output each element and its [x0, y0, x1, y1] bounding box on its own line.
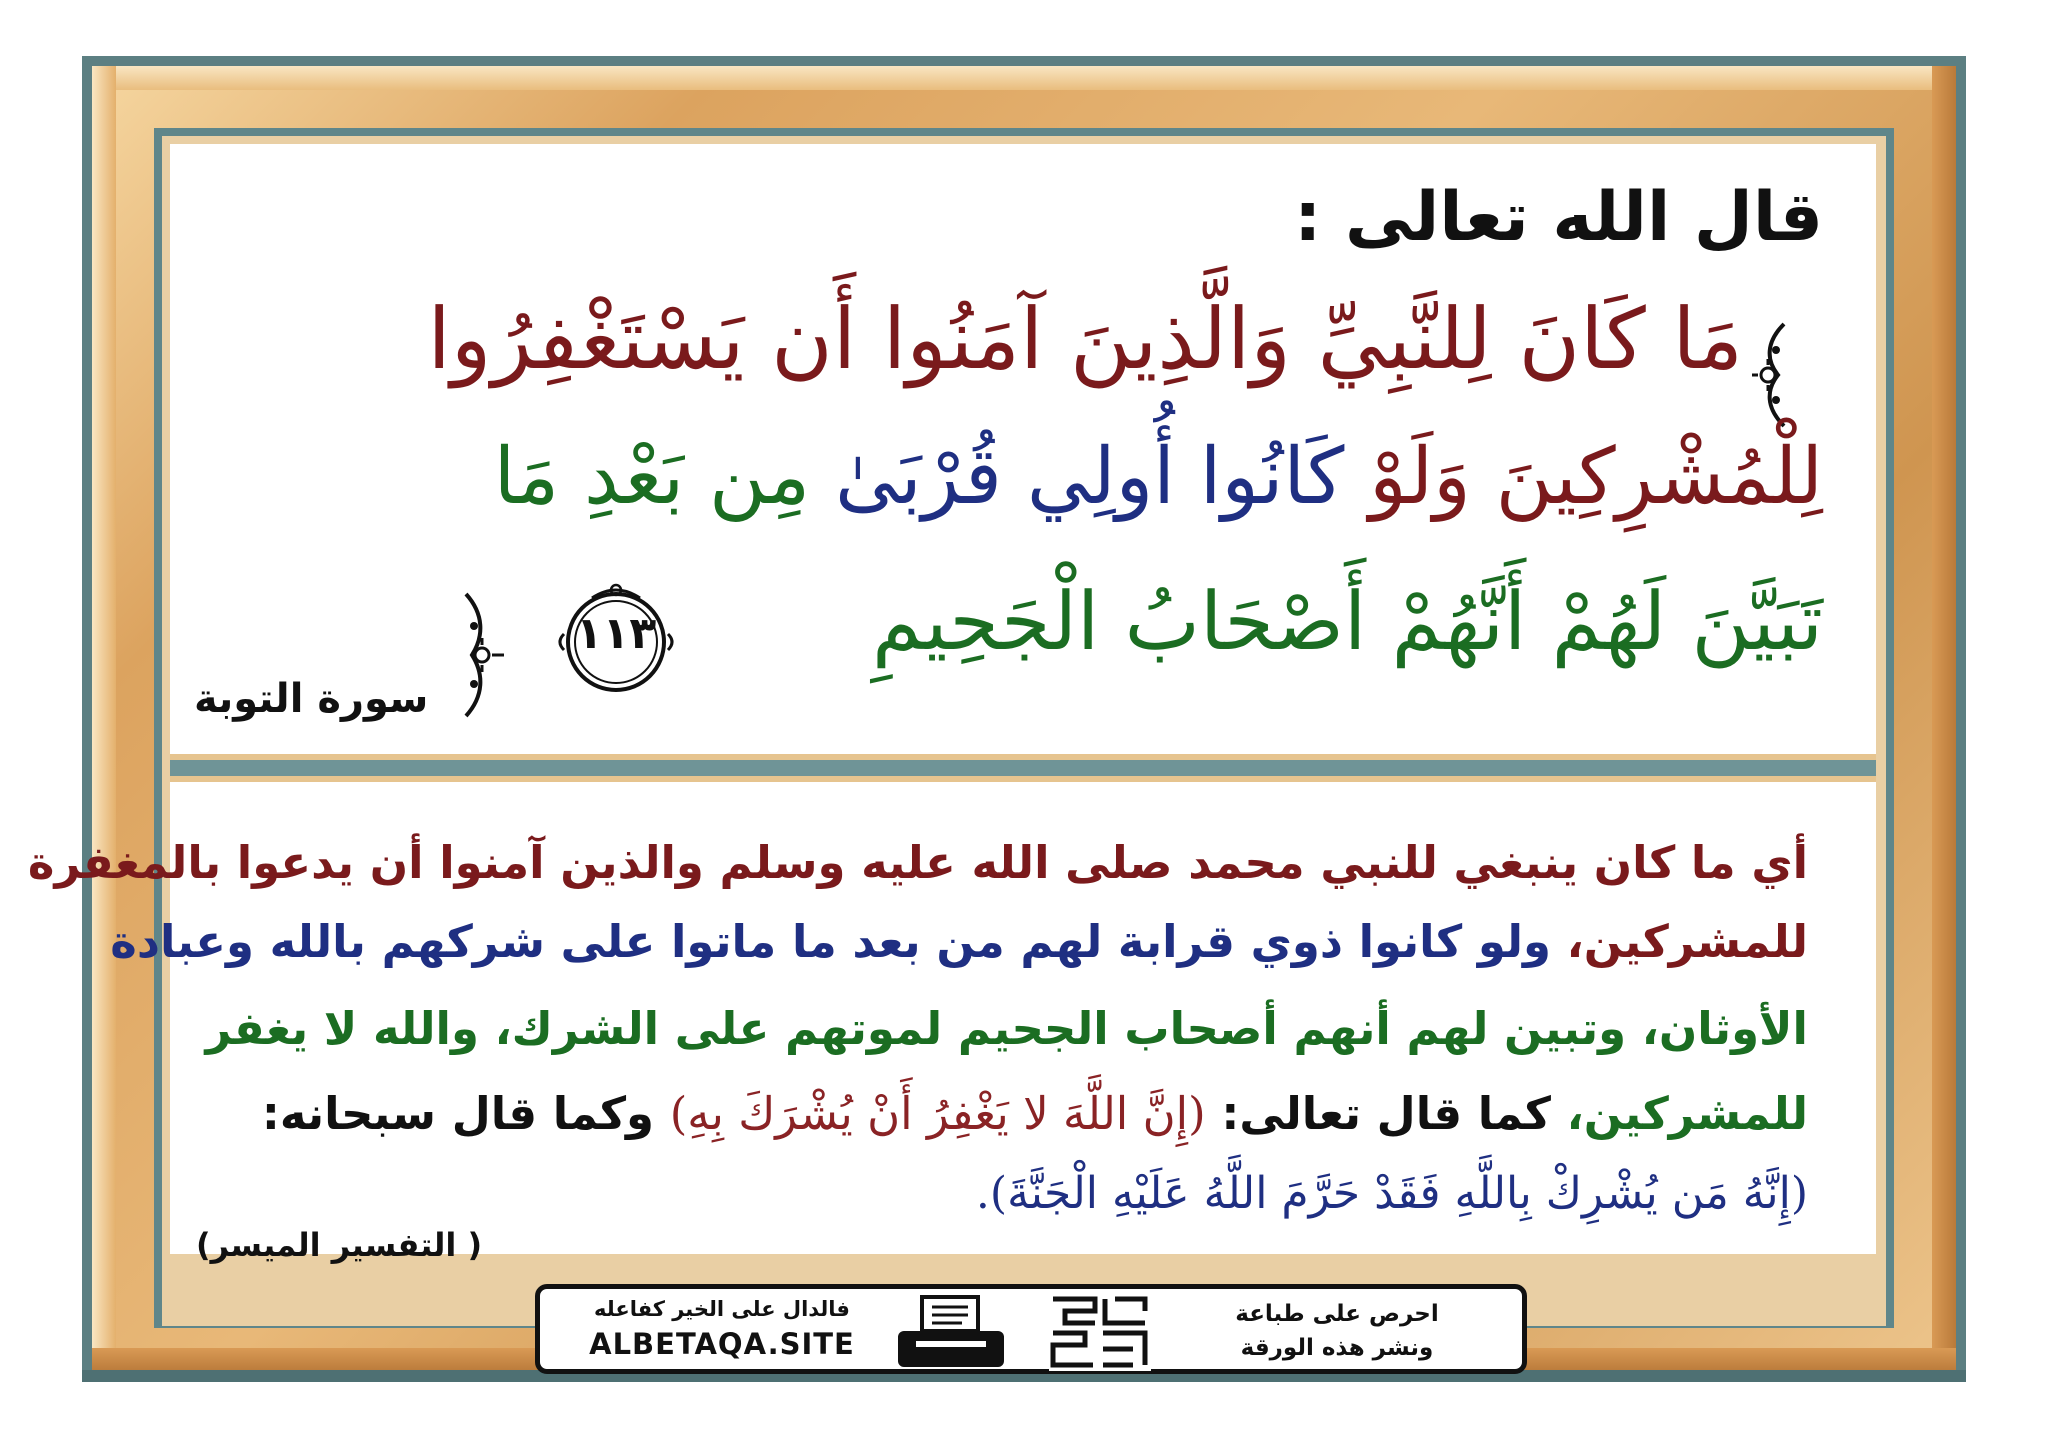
ayah-number: ١١٣ — [575, 608, 657, 659]
tafsir-line-2-part-a: للمشركين، — [1566, 915, 1808, 968]
verse-close-bracket-icon — [452, 590, 522, 720]
page-title: قال الله تعالى : — [1294, 178, 1823, 257]
frame-bevel-top — [92, 66, 1956, 90]
tafsir-line-4 — [262, 1087, 1808, 1140]
frame-bevel-left — [92, 66, 116, 1372]
footer-guide-text: فالدال على الخير كفاعله — [594, 1297, 850, 1321]
surah-name: سورة التوبة — [194, 676, 429, 722]
tafsir-line-4-part-d: وكما قال سبحانه: — [261, 1087, 655, 1140]
verse-open-bracket-icon — [1748, 320, 1798, 430]
tafsir-quote-1: (إِنَّ اللَّهَ لا يَغْفِرُ أَنْ يُشْرَكَ بِهِ) — [669, 1087, 1206, 1140]
footer-print-line-1: احرص على طباعة — [1235, 1301, 1439, 1327]
dawah-logo-icon — [1045, 1289, 1155, 1375]
frame-bevel-right — [1932, 66, 1956, 1372]
footer-right — [1212, 1297, 1462, 1365]
ayah-number-medallion — [552, 582, 680, 694]
verse-line-2-part-a: لِلْمُشْرِكِينَ وَلَوْ — [1369, 432, 1823, 522]
tafsir-line-2-part-b: ولو كانوا ذوي قرابة لهم من بعد ما ماتوا على شركهم بالله وعبادة — [110, 915, 1551, 968]
verse-line-2-part-c: مِن بَعْدِ مَا — [493, 432, 811, 522]
tafsir-quote-2: (إِنَّهُ مَن يُشْرِكْ بِاللَّهِ فَقَدْ حَرَّمَ اللَّهُ عَلَيْهِ الْجَنَّةَ). — [975, 1168, 1808, 1219]
printer-icon — [892, 1295, 1012, 1371]
verse-line-3: تَبَيَّنَ لَهُمْ أَنَّهُمْ أَصْحَابُ الْجَحِيمِ — [871, 575, 1823, 668]
tafsir-line-2 — [110, 915, 1808, 968]
verse-line-1: مَا كَانَ لِلنَّبِيِّ وَالَّذِينَ آمَنُوا أَن يَسْتَغْفِرُوا — [427, 290, 1743, 388]
footer-left — [562, 1297, 882, 1361]
footer-print-line-2: ونشر هذه الورقة — [1240, 1335, 1434, 1361]
tafsir-line-4-part-b: كما قال تعالى: — [1221, 1087, 1551, 1140]
tafsir-line-3: الأوثان، وتبين لهم أنهم أصحاب الجحيم لموتهم على الشرك، والله لا يغفر — [205, 1002, 1808, 1055]
panel-divider — [170, 750, 1876, 786]
verse-line-2 — [494, 432, 1823, 522]
footer-bar — [535, 1284, 1527, 1374]
tafsir-line-1: أي ما كان ينبغي للنبي محمد صلى الله عليه وسلم والذين آمنوا أن يدعوا بالمغفرة — [27, 836, 1808, 889]
tafsir-source: ( التفسير الميسر) — [196, 1226, 483, 1264]
footer-site-link[interactable]: ALBETAQA.SITE — [589, 1327, 855, 1361]
tafsir-line-4-part-a: للمشركين، — [1566, 1087, 1808, 1140]
verse-line-2-part-b: كَانُوا أُولِي قُرْبَىٰ — [835, 432, 1345, 522]
